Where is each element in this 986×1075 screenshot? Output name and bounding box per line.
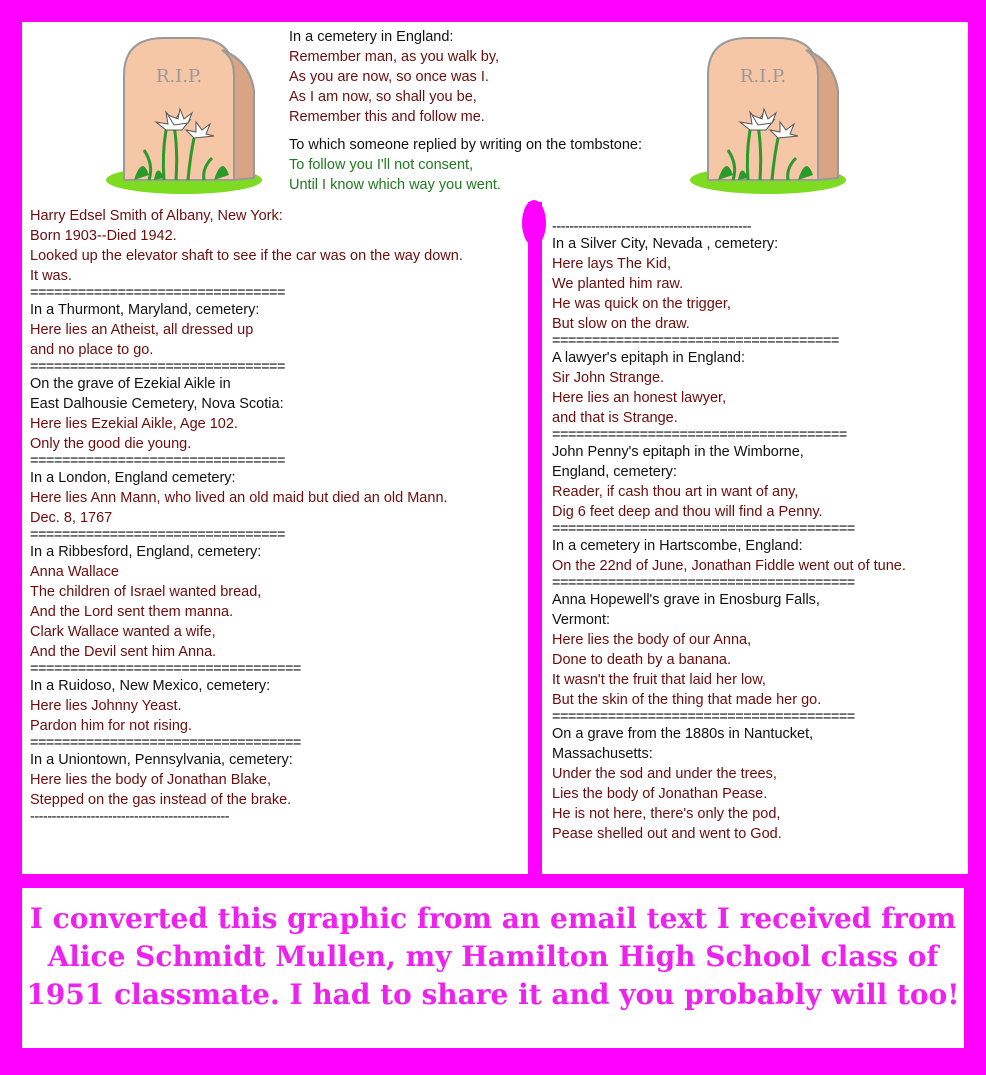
epitaph-line: Done to death by a banana. [552,652,731,668]
separator: ================================== [30,662,301,676]
tombstone-inscription: R.I.P. [155,66,203,87]
epitaph-location: John Penny's epitaph in the Wimborne, [552,444,804,460]
epitaph-entry [552,442,906,536]
separator: ================================ [30,360,285,374]
epitaph-entry [552,536,906,590]
separator: ---------------------------------------------- [30,810,230,824]
epitaph-line: It was. [30,268,72,284]
epitaph-location: On the grave of Ezekial Aikle in [30,376,231,392]
separator: ================================ [30,286,285,300]
epitaph-location: In a Ribbesford, England, cemetery: [30,544,262,560]
epitaph-line: Born 1903--Died 1942. [30,228,177,244]
epitaph-line: Here lays The Kid, [552,256,672,272]
epitaph-line: Stepped on the gas instead of the brake. [30,792,292,808]
epitaph-line: Here lies the body of Jonathan Blake, [30,772,272,788]
epitaph-entry [30,676,463,750]
divider-knob [522,200,546,246]
epitaph-line: and no place to go. [30,342,154,358]
footer-message [22,900,964,1014]
epitaph-line: Reader, if cash thou art in want of any, [552,484,799,500]
epitaph-entry [30,300,463,374]
separator: ====================================== [552,522,855,536]
epitaph-location: On a grave from the 1880s in Nantucket, [552,726,814,742]
footer-line: Alice Schmidt Mullen, my Hamilton High School class of [47,940,939,973]
tombstone-inscription: R.I.P. [739,66,787,87]
epitaph-location: In a Thurmont, Maryland, cemetery: [30,302,260,318]
epitaph-entry [552,724,906,844]
epitaph-line: Here lies Johnny Yeast. [30,698,182,714]
epitaph-line: The children of Israel wanted bread, [30,584,262,600]
epitaph-line: We planted him raw. [552,276,684,292]
verse-line: Remember this and follow me. [289,109,485,125]
epitaph-location: A lawyer's epitaph in England: [552,350,746,366]
separator: ---------------------------------------------- [552,220,752,234]
epitaph-line: Here lies the body of our Anna, [552,632,752,648]
epitaph-location: In a Uniontown, Pennsylvania, cemetery: [30,752,293,768]
column-divider [529,205,541,877]
epitaph-entry [30,750,463,824]
epitaph-line: He was quick on the trigger, [552,296,731,312]
epitaph-line: Here lies an honest lawyer, [552,390,727,406]
reply-intro: To which someone replied by writing on the tombstone: [289,137,643,153]
tombstone-icon [104,30,274,195]
reply-line: To follow you I'll not consent, [289,157,474,173]
epitaph-entry [30,206,463,300]
epitaph-line: And the Devil sent him Anna. [30,644,217,660]
epitaph-line: Under the sod and under the trees, [552,766,777,782]
epitaph-location: In a cemetery in Hartscombe, England: [552,538,803,554]
epitaph-entry [552,590,906,724]
footer-line: 1951 classmate. I had to share it and you probably will too! [26,978,960,1011]
epitaph-line: Clark Wallace wanted a wife, [30,624,216,640]
tombstone-icon [688,30,858,195]
epitaph-location: In a Ruidoso, New Mexico, cemetery: [30,678,271,694]
separator: ================================ [30,454,285,468]
epitaph-line: Dec. 8, 1767 [30,510,113,526]
epitaph-line: But the skin of the thing that made her go. [552,692,822,708]
epitaph-location: Vermont: [552,612,611,628]
epitaph-line: Pardon him for not rising. [30,718,192,734]
epitaph-line: and that is Strange. [552,410,678,426]
epitaph-line: It wasn't the fruit that laid her low, [552,672,766,688]
verse-line: Remember man, as you walk by, [289,49,500,65]
epitaph-entry [30,374,463,468]
epitaph-location: Massachusetts: [552,746,653,762]
right-epitaph-column [552,220,906,844]
separator: ====================================== [552,710,855,724]
epitaph-line: Harry Edsel Smith of Albany, New York: [30,208,283,224]
epitaph-line: Only the good die young. [30,436,192,452]
epitaph-line: Here lies Ann Mann, who lived an old maid but died an old Mann. [30,490,448,506]
reply-line: Until I know which way you went. [289,177,501,193]
verse-line: As you are now, so once was I. [289,69,489,85]
epitaph-location: In a London, England cemetery: [30,470,236,486]
epitaph-line: On the 22nd of June, Jonathan Fiddle went out of tune. [552,558,906,574]
separator: ===================================== [552,428,847,442]
verse-line: As I am now, so shall you be, [289,89,477,105]
epitaph-location: England, cemetery: [552,464,677,480]
header-intro: In a cemetery in England: [289,29,454,45]
epitaph-line: Here lies an Atheist, all dressed up [30,322,254,338]
separator: ================================ [30,528,285,542]
epitaph-line: Lies the body of Jonathan Pease. [552,786,768,802]
epitaph-line: Looked up the elevator shaft to see if the car was on the way down. [30,248,463,264]
epitaph-line: And the Lord sent them manna. [30,604,234,620]
epitaph-entry [30,542,463,676]
epitaph-line: But slow on the draw. [552,316,690,332]
epitaph-line: He is not here, there's only the pod, [552,806,781,822]
epitaph-entry [552,234,906,348]
epitaph-line: Dig 6 feet deep and thou will find a Penny. [552,504,823,520]
left-epitaph-column [30,206,463,824]
footer-line: I converted this graphic from an email text I received from [29,902,957,935]
epitaph-location: East Dalhousie Cemetery, Nova Scotia: [30,396,284,412]
header-poem [289,27,642,195]
separator: ==================================== [552,334,839,348]
footer-panel [22,888,964,1048]
epitaph-line: Anna Wallace [30,564,119,580]
epitaph-line: Sir John Strange. [552,370,665,386]
separator: ================================== [30,736,301,750]
epitaph-entry [552,348,906,442]
epitaph-line: Here lies Ezekial Aikle, Age 102. [30,416,238,432]
separator: ====================================== [552,576,855,590]
epitaph-location: Anna Hopewell's grave in Enosburg Falls, [552,592,820,608]
epitaph-location: In a Silver City, Nevada , cemetery: [552,236,779,252]
epitaph-line: Pease shelled out and went to God. [552,826,782,842]
epitaph-entry [30,468,463,542]
